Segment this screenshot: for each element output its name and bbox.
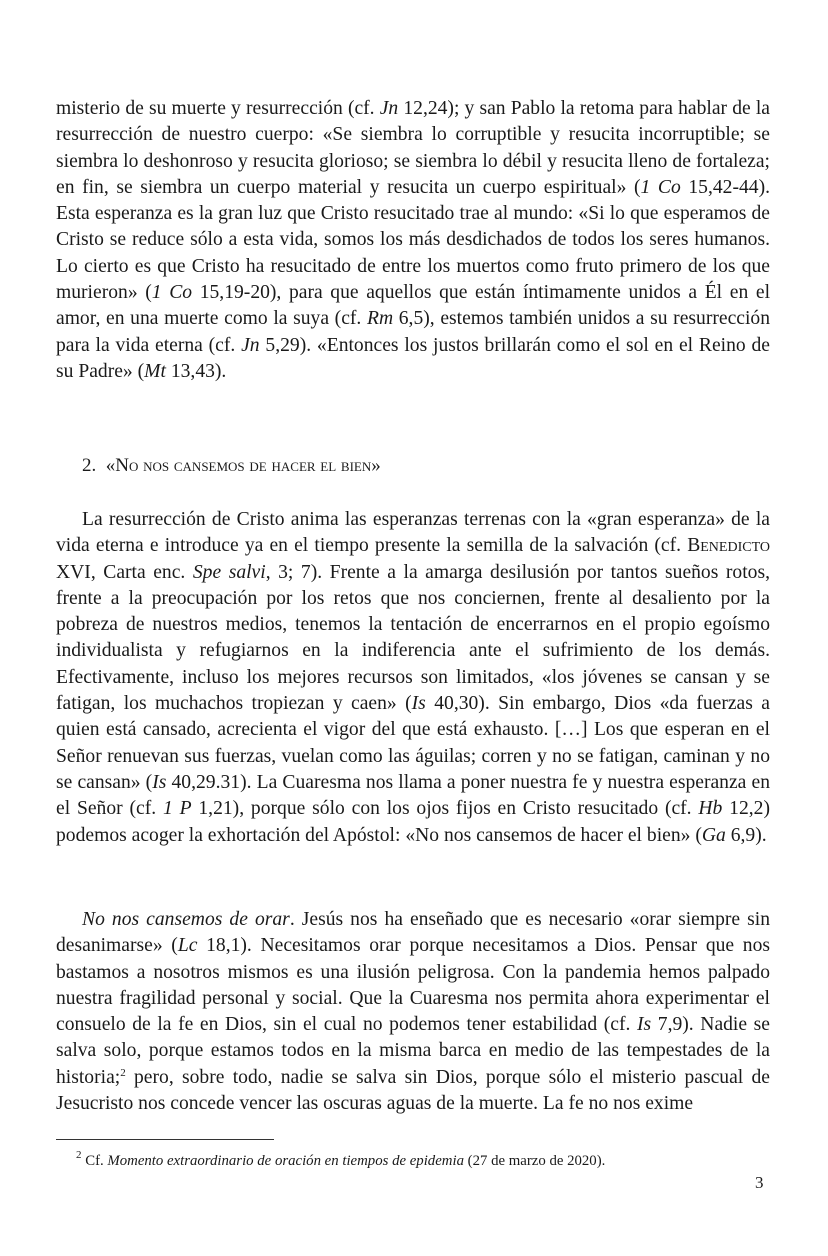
- citation-italic: Jn: [241, 334, 260, 356]
- citation-italic: Spe salvi: [192, 561, 266, 583]
- citation-italic: 1 P: [162, 798, 192, 820]
- footnote-title: Momento extraordinario de oración en tiempos de epidemia: [107, 1153, 464, 1169]
- citation-italic: 1 Co: [151, 282, 193, 304]
- author-small-caps: Benedicto: [687, 535, 770, 557]
- footnote-divider: [56, 1139, 274, 1140]
- citation-italic: Is: [152, 771, 167, 793]
- page-number: 3: [755, 1173, 764, 1192]
- footnote-prefix: Cf.: [85, 1153, 108, 1169]
- paragraph-1: misterio de su muerte y resurrección (cf. Jn 12,24); y san Pablo la retoma para hablar de la resurrección de nuestro cuerpo: «Se siembra lo corruptible y resucita incorruptible; se siembra lo deshonroso y resucita glorioso; se siembra lo débil y resucita lleno de fortaleza; en fin, se siembra un cuerpo material y resucita un cuerpo espiritual» (1 Co 15,42-44). Esta esperanza es la gran luz que Cristo resucitado trae al mundo: «Si lo que esperamos de Cristo se reduce sólo a esta vida, somos los más desdichados de todos los seres humanos. Lo cierto es que Cristo ha resucitado de entre los muertos como fruto primero de los que murieron» (1 Co 15,19-20), para que aquellos que están íntimamente unidos a Él en el amor, en una muerte como la suya (cf. Rm 6,5), estemos también unidos a su resurrección para la vida eterna (cf. Jn 5,29). «Entonces los justos brillarán como el sol en el Reino de su Padre» (Mt 13,43).: [56, 98, 771, 382]
- footnote-suffix: (27 de marzo de 2020).: [463, 1153, 606, 1169]
- paragraph-3: No nos cansemos de orar. Jesús nos ha enseñado que es necesario «orar siempre sin desanimarse» (Lc 18,1). Necesitamos orar porque necesitamos a Dios. Pensar que nos bastamos a nosotros mismos es una ilusión peligrosa. Con la pandemia hemos palpado nuestra fragilidad personal y social. Que la Cuaresma nos permita ahora experimentar el consuelo de la fe en Dios, sin el cual no podemos tener estabilidad (cf. Is 7,9). Nadie se salva solo, porque estamos todos en la misma barca en medio de las tempestades de la historia;$^2$ pero, sobre todo, nadie se salva sin Dios, porque sólo el misterio pascual de Jesucristo nos concede vencer las oscuras aguas de la muerte. La fe no nos exime: [56, 909, 771, 1115]
- citation-italic: Hb: [698, 798, 723, 820]
- citation-italic: No nos cansemos de orar: [82, 909, 290, 930]
- citation-italic: Jn: [379, 98, 399, 119]
- citation-italic: Is: [411, 693, 426, 715]
- footnote-marker: 2: [76, 1149, 82, 1161]
- section-heading: [82, 453, 381, 479]
- citation-italic: 1 Co: [640, 176, 681, 198]
- citation-italic: Rm: [366, 308, 394, 330]
- citation-italic: Ga: [701, 824, 726, 846]
- paragraph-2: La resurrección de Cristo anima las esperanzas terrenas con la «gran esperanza» de la vida eterna e introduce ya en el tiempo presente la semilla de la salvación (cf. Benedicto XVI, Carta enc. Spe salvi, 3; 7). Frente a la amarga desilusión por tantos sueños rotos, frente a la preocupación por los retos que nos conciernen, frente al desaliento por la pobreza de nuestros medios, tenemos la tentación de encerrarnos en el propio egoísmo individualista y refugiarnos en la indiferencia ante el sufrimiento de los demás. Efectivamente, incluso los mejores recursos son limitados, «los jóvenes se cansan y se fatigan, los muchachos tropiezan y caen» (Is 40,30). Sin embargo, Dios «da fuerzas a quien está cansado, acrecienta el vigor del que está exhausto. […] Los que esperan en el Señor renuevan sus fuerzas, vuelan como las águilas; corren y no se fatigan, caminan y no se cansan» (Is 40,29.31). La Cuaresma nos llama a poner nuestra fe y nuestra esperanza en el Señor (cf. 1 P 1,21), porque sólo con los ojos fijos en Cristo resucitado (cf. Hb 12,2) podemos acoger la exhortación del Apóstol: «No nos cansemos de hacer el bien» (Ga 6,9).: [56, 509, 770, 846]
- citation-italic: Is: [637, 1014, 652, 1036]
- section-number: 2.: [82, 455, 97, 476]
- footnote: [76, 1149, 606, 1170]
- citation-italic: Lc: [177, 935, 198, 957]
- footnote-reference: 2: [120, 1066, 126, 1079]
- citation-italic: Mt: [144, 360, 166, 382]
- section-title: «No nos cansemos de hacer el bien»: [105, 455, 381, 476]
